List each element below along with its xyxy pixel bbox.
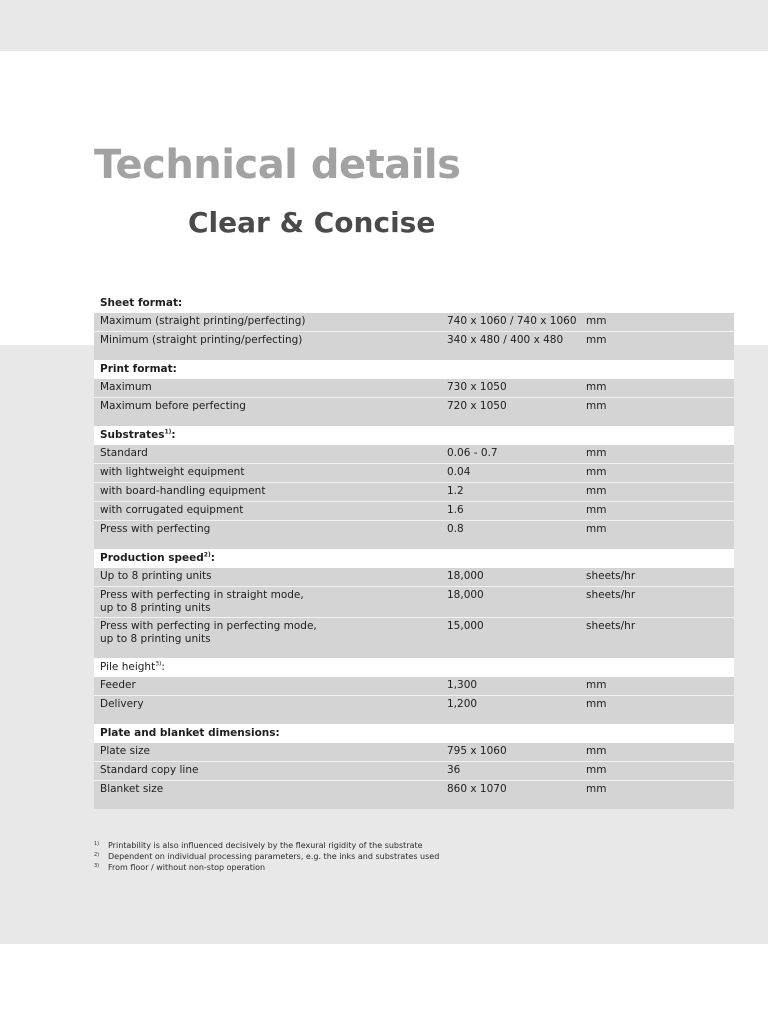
row-label: Standard (100, 447, 148, 459)
table-row (94, 332, 734, 350)
section-heading (94, 426, 734, 445)
table-row (94, 398, 734, 416)
row-label: Minimum (straight printing/perfecting) (100, 334, 303, 346)
row-unit: mm (586, 745, 607, 757)
table-row (94, 483, 734, 502)
section-title: Substrates (100, 429, 165, 441)
section-title: Production speed (100, 552, 204, 564)
row-label: Press with perfecting in perfecting mode, up to 8 printing units (100, 620, 317, 645)
footnote-ref: 1) (164, 428, 172, 436)
section-heading (94, 724, 734, 743)
section-title-suffix: : (161, 661, 165, 673)
section-rows (94, 677, 734, 724)
section-rows (94, 379, 734, 426)
row-value: 1.6 (447, 504, 464, 516)
footnote-ref: 2) (203, 551, 211, 559)
footnotes (94, 840, 734, 873)
footnote-text: From floor / without non-stop operation (108, 863, 266, 872)
spec-section (94, 549, 734, 658)
section-heading (94, 360, 734, 379)
table-row (94, 502, 734, 521)
row-value: 795 x 1060 (447, 745, 507, 757)
footnote (94, 851, 734, 862)
table-row (94, 521, 734, 539)
table-row (94, 743, 734, 762)
page-title: Technical details (94, 142, 461, 188)
table-row (94, 696, 734, 714)
row-value: 1.2 (447, 485, 464, 497)
section-title-suffix: : (171, 429, 176, 441)
row-unit: sheets/hr (586, 570, 636, 582)
section-heading (94, 549, 734, 568)
row-label: Maximum (straight printing/perfecting) (100, 315, 306, 327)
row-unit: mm (586, 400, 607, 412)
row-value: 15,000 (447, 620, 484, 632)
row-value: 730 x 1050 (447, 381, 507, 393)
row-unit: mm (586, 315, 607, 327)
row-label: Delivery (100, 698, 144, 710)
row-unit: mm (586, 466, 607, 478)
spec-section (94, 294, 734, 360)
footnote-text: Dependent on individual processing parameters, e.g. the inks and substrates used (108, 852, 440, 861)
footnote-mark: 3) (94, 863, 100, 869)
section-title: Plate and blanket dimensions: (100, 727, 280, 739)
row-label: Press with perfecting in straight mode, up to 8 printing units (100, 589, 304, 614)
row-label: Feeder (100, 679, 136, 691)
section-title: Sheet format: (100, 297, 183, 309)
top-band (0, 0, 768, 51)
section-title: Print format: (100, 363, 177, 375)
row-unit: sheets/hr (586, 589, 636, 601)
row-value: 340 x 480 / 400 x 480 (447, 334, 564, 346)
section-rows (94, 445, 734, 549)
section-rows (94, 743, 734, 809)
table-row (94, 464, 734, 483)
row-value: 1,300 (447, 679, 478, 691)
row-label: with board-handling equipment (100, 485, 266, 497)
footnote-text: Printability is also influenced decisively by the flexural rigidity of the substrate (108, 841, 423, 850)
page-subtitle: Clear & Concise (188, 206, 436, 239)
spec-section (94, 658, 734, 724)
footnote-mark: 2) (94, 852, 100, 858)
spec-section (94, 724, 734, 809)
table-row (94, 618, 734, 648)
footnote (94, 840, 734, 851)
spec-table (94, 294, 734, 809)
row-value: 0.8 (447, 523, 464, 535)
row-unit: mm (586, 447, 607, 459)
row-unit: mm (586, 523, 607, 535)
row-label: with corrugated equipment (100, 504, 244, 516)
row-value: 18,000 (447, 589, 484, 601)
row-unit: mm (586, 334, 607, 346)
spec-section (94, 426, 734, 549)
table-row (94, 677, 734, 696)
row-unit: mm (586, 504, 607, 516)
row-label: Plate size (100, 745, 150, 757)
row-label: with lightweight equipment (100, 466, 245, 478)
row-label: Maximum before perfecting (100, 400, 246, 412)
row-label: Up to 8 printing units (100, 570, 212, 582)
row-value: 740 x 1060 / 740 x 1060 (447, 315, 577, 327)
row-unit: sheets/hr (586, 620, 636, 632)
spec-section (94, 360, 734, 426)
row-value: 18,000 (447, 570, 484, 582)
footnote-mark: 1) (94, 841, 100, 847)
row-label: Blanket size (100, 783, 164, 795)
section-title-suffix: : (210, 552, 215, 564)
table-row (94, 587, 734, 618)
row-unit: mm (586, 764, 607, 776)
row-label: Press with perfecting (100, 523, 211, 535)
section-rows (94, 313, 734, 360)
row-unit: mm (586, 698, 607, 710)
table-row (94, 313, 734, 332)
table-row (94, 445, 734, 464)
row-value: 0.06 - 0.7 (447, 447, 498, 459)
row-value: 0.04 (447, 466, 471, 478)
footnote-ref: 3) (155, 660, 162, 668)
section-heading (94, 294, 734, 313)
table-row (94, 781, 734, 799)
row-unit: mm (586, 679, 607, 691)
row-unit: mm (586, 485, 607, 497)
row-value: 720 x 1050 (447, 400, 507, 412)
row-unit: mm (586, 381, 607, 393)
row-unit: mm (586, 783, 607, 795)
row-label: Maximum (100, 381, 152, 393)
table-row (94, 762, 734, 781)
footnote (94, 862, 734, 873)
table-row (94, 568, 734, 587)
row-value: 860 x 1070 (447, 783, 507, 795)
section-heading (94, 658, 734, 677)
section-rows (94, 568, 734, 658)
row-value: 1,200 (447, 698, 478, 710)
table-row (94, 379, 734, 398)
row-label: Standard copy line (100, 764, 199, 776)
section-title: Pile height (100, 661, 156, 673)
row-value: 36 (447, 764, 461, 776)
